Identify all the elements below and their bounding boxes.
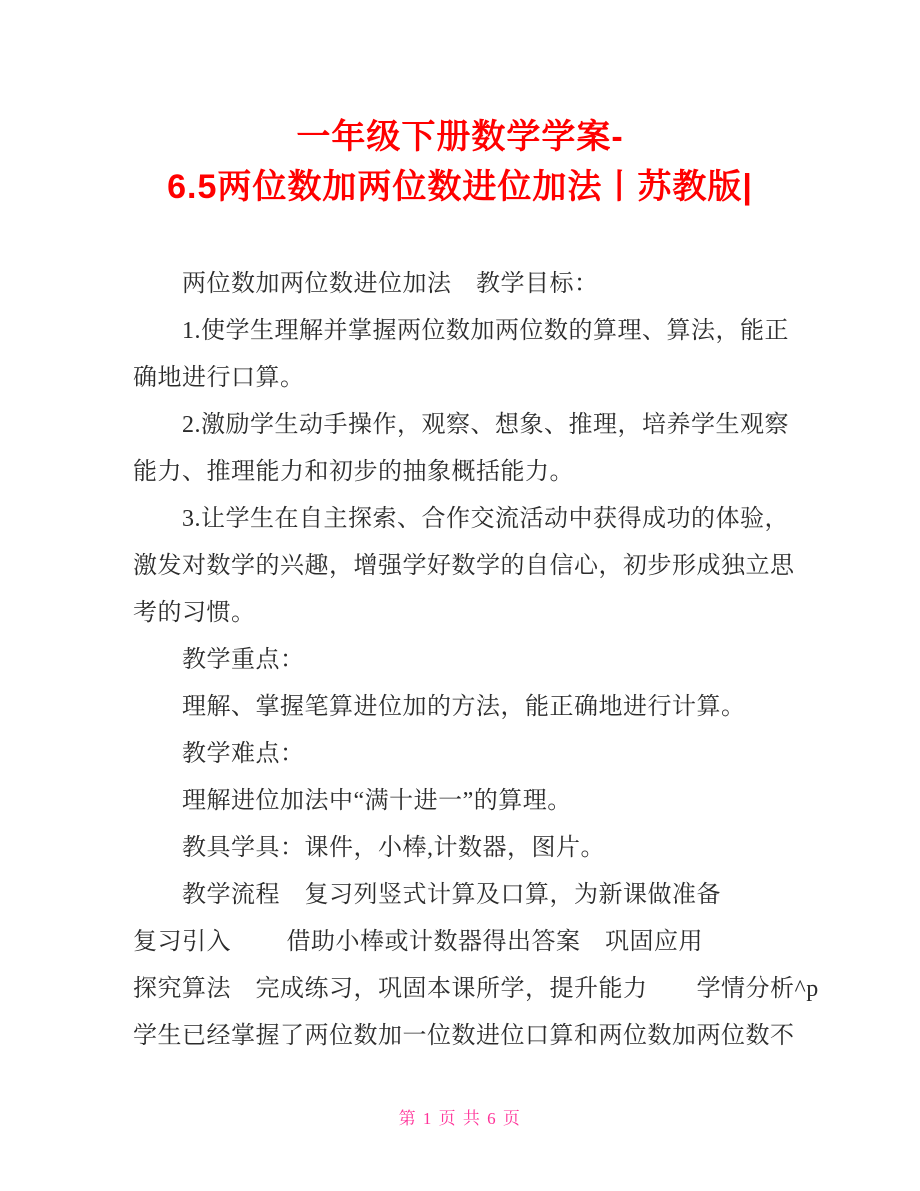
body-line: 教学难点： xyxy=(182,741,305,767)
body-line: 复习引入 借助小棒或计数器得出答案 巩固应用 xyxy=(133,929,703,955)
body-line: 教具学具：课件，小棒,计数器，图片。 xyxy=(182,835,605,861)
body-line: 1.使学生理解并掌握两位数加两位数的算理、算法，能正 xyxy=(182,318,789,344)
page-number-footer: 第 1 页 共 6 页 xyxy=(398,1109,522,1128)
body-line: 两位数加两位数进位加法 教学目标： xyxy=(182,271,599,297)
body-line: 激发对数学的兴趣，增强学好数学的自信心，初步形成独立思 xyxy=(133,553,795,579)
document-body xyxy=(133,261,819,1060)
body-line: 教学流程 复习列竖式计算及口算，为新课做准备 xyxy=(182,882,721,908)
body-line: 探究算法 完成练习，巩固本课所学，提升能力 学情分析^p xyxy=(133,976,819,1002)
body-line: 理解、掌握笔算进位加的方法，能正确地进行计算。 xyxy=(182,694,746,720)
body-line: 教学重点： xyxy=(182,647,305,673)
body-line: 3.让学生在自主探索、合作交流活动中获得成功的体验， xyxy=(182,506,789,532)
body-line: 学生已经掌握了两位数加一位数进位口算和两位数加两位数不 xyxy=(133,1023,795,1049)
body-line: 确地进行口算。 xyxy=(133,365,305,391)
document-title xyxy=(0,112,920,212)
body-line: 理解进位加法中“满十进一”的算理。 xyxy=(182,788,572,814)
document-title-line-2: 6.5两位数加两位数进位加法丨苏教版| xyxy=(167,168,753,206)
document-title-line-1: 一年级下册数学学案- xyxy=(296,118,624,156)
body-line: 2.激励学生动手操作，观察、想象、推理，培养学生观察 xyxy=(182,412,789,438)
body-line: 能力、推理能力和初步的抽象概括能力。 xyxy=(133,459,574,485)
body-line: 考的习惯。 xyxy=(133,600,256,626)
